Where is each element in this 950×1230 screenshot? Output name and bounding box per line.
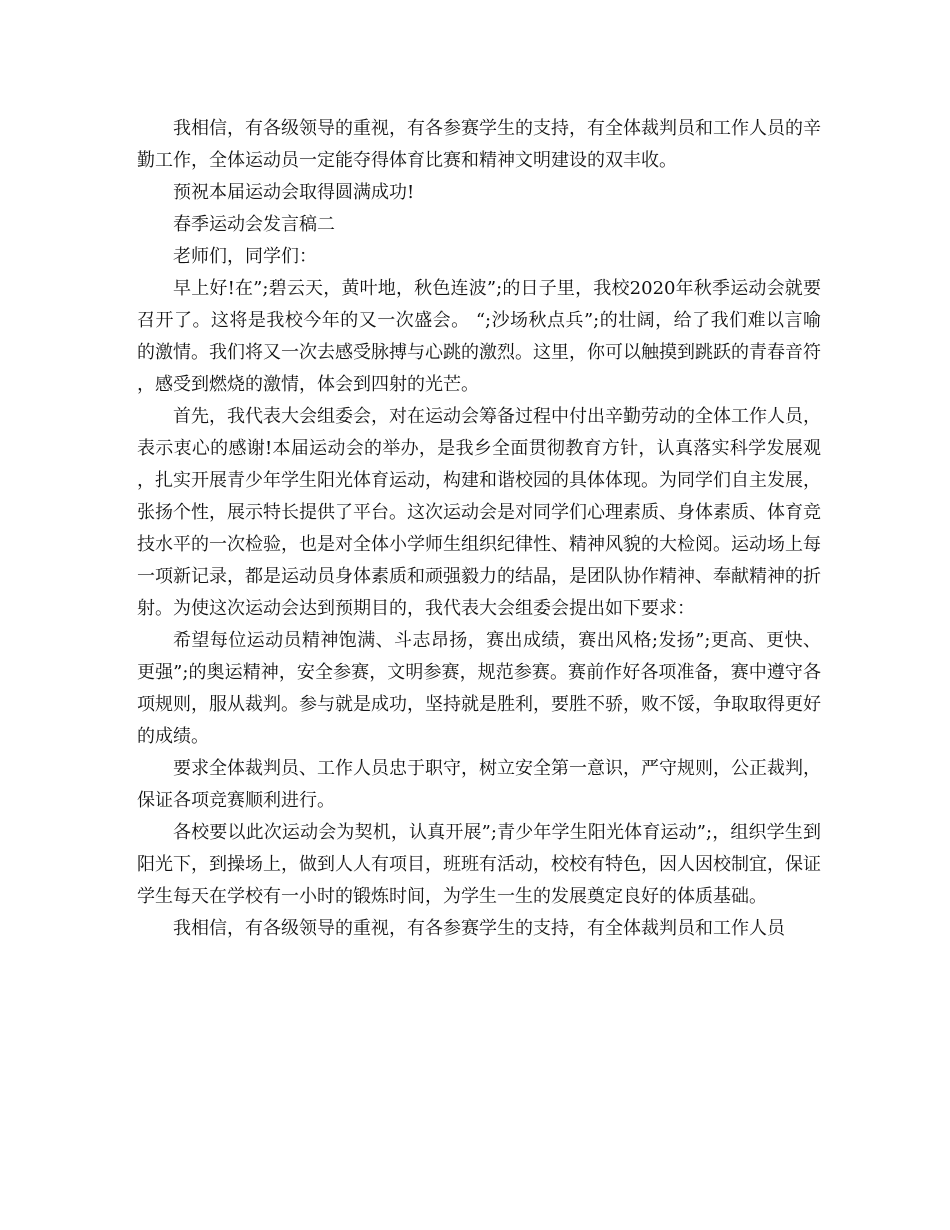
document-body	[137, 113, 821, 945]
paragraph-8: 要求全体裁判员、工作人员忠于职守，树立安全第一意识，严守规则，公正裁判，保证各项竞赛顺利进行。	[137, 758, 821, 811]
paragraph-10: 我相信，有各级领导的重视，有各参赛学生的支持，有全体裁判员和工作人员	[173, 918, 785, 939]
paragraph-6: 首先，我代表大会组委会，对在运动会筹备过程中付出辛勤劳动的全体工作人员，表示衷心的感谢!本届运动会的举办，是我乡全面贯彻教育方针，认真落实科学发展观，扎实开展青少年学生阳光体育运动，构建和谐校园的具体体现。为同学们自主发展，张扬个性，展示特长提供了平台。这次运动会是对同学们心理素质、身体素质、体育竞技水平的一次检验，也是对全体小学师生组织纪律性、精神风貌的大检阅。运动场上每一项新记录，都是运动员身体素质和顽强毅力的结晶，是团队协作精神、奉献精神的折射。为使这次运动会达到预期目的，我代表大会组委会提出如下要求：	[137, 406, 821, 619]
salutation: 老师们，同学们：	[173, 246, 317, 267]
paragraph-2: 预祝本届运动会取得圆满成功!	[173, 182, 415, 203]
section-heading: 春季运动会发言稿二	[173, 214, 335, 235]
paragraph-1: 我相信，有各级领导的重视，有各参赛学生的支持，有全体裁判员和工作人员的辛勤工作，全体运动员一定能夺得体育比赛和精神文明建设的双丰收。	[137, 118, 821, 171]
paragraph-5: 早上好!在”;碧云天，黄叶地，秋色连波”;的日子里，我校2020年秋季运动会就要召开了。这将是我校今年的又一次盛会。 “;沙场秋点兵”;的壮阔，给了我们难以言喻的激情。我们将又一次去感受脉搏与心跳的激烈。这里，你可以触摸到跳跃的青春音符，感受到燃烧的激情，体会到四射的光芒。	[137, 278, 821, 395]
paragraph-9: 各校要以此次运动会为契机，认真开展”;青少年学生阳光体育运动”;，组织学生到阳光下，到操场上，做到人人有项目，班班有活动，校校有特色，因人因校制宜，保证学生每天在学校有一小时的锻炼时间，为学生一生的发展奠定良好的体质基础。	[137, 822, 821, 907]
paragraph-7: 希望每位运动员精神饱满、斗志昂扬，赛出成绩，赛出风格;发扬”;更高、更快、更强”;的奥运精神，安全参赛，文明参赛，规范参赛。赛前作好各项准备，赛中遵守各项规则，服从裁判。参与就是成功，坚持就是胜利，要胜不骄，败不馁，争取取得更好的成绩。	[137, 630, 821, 747]
